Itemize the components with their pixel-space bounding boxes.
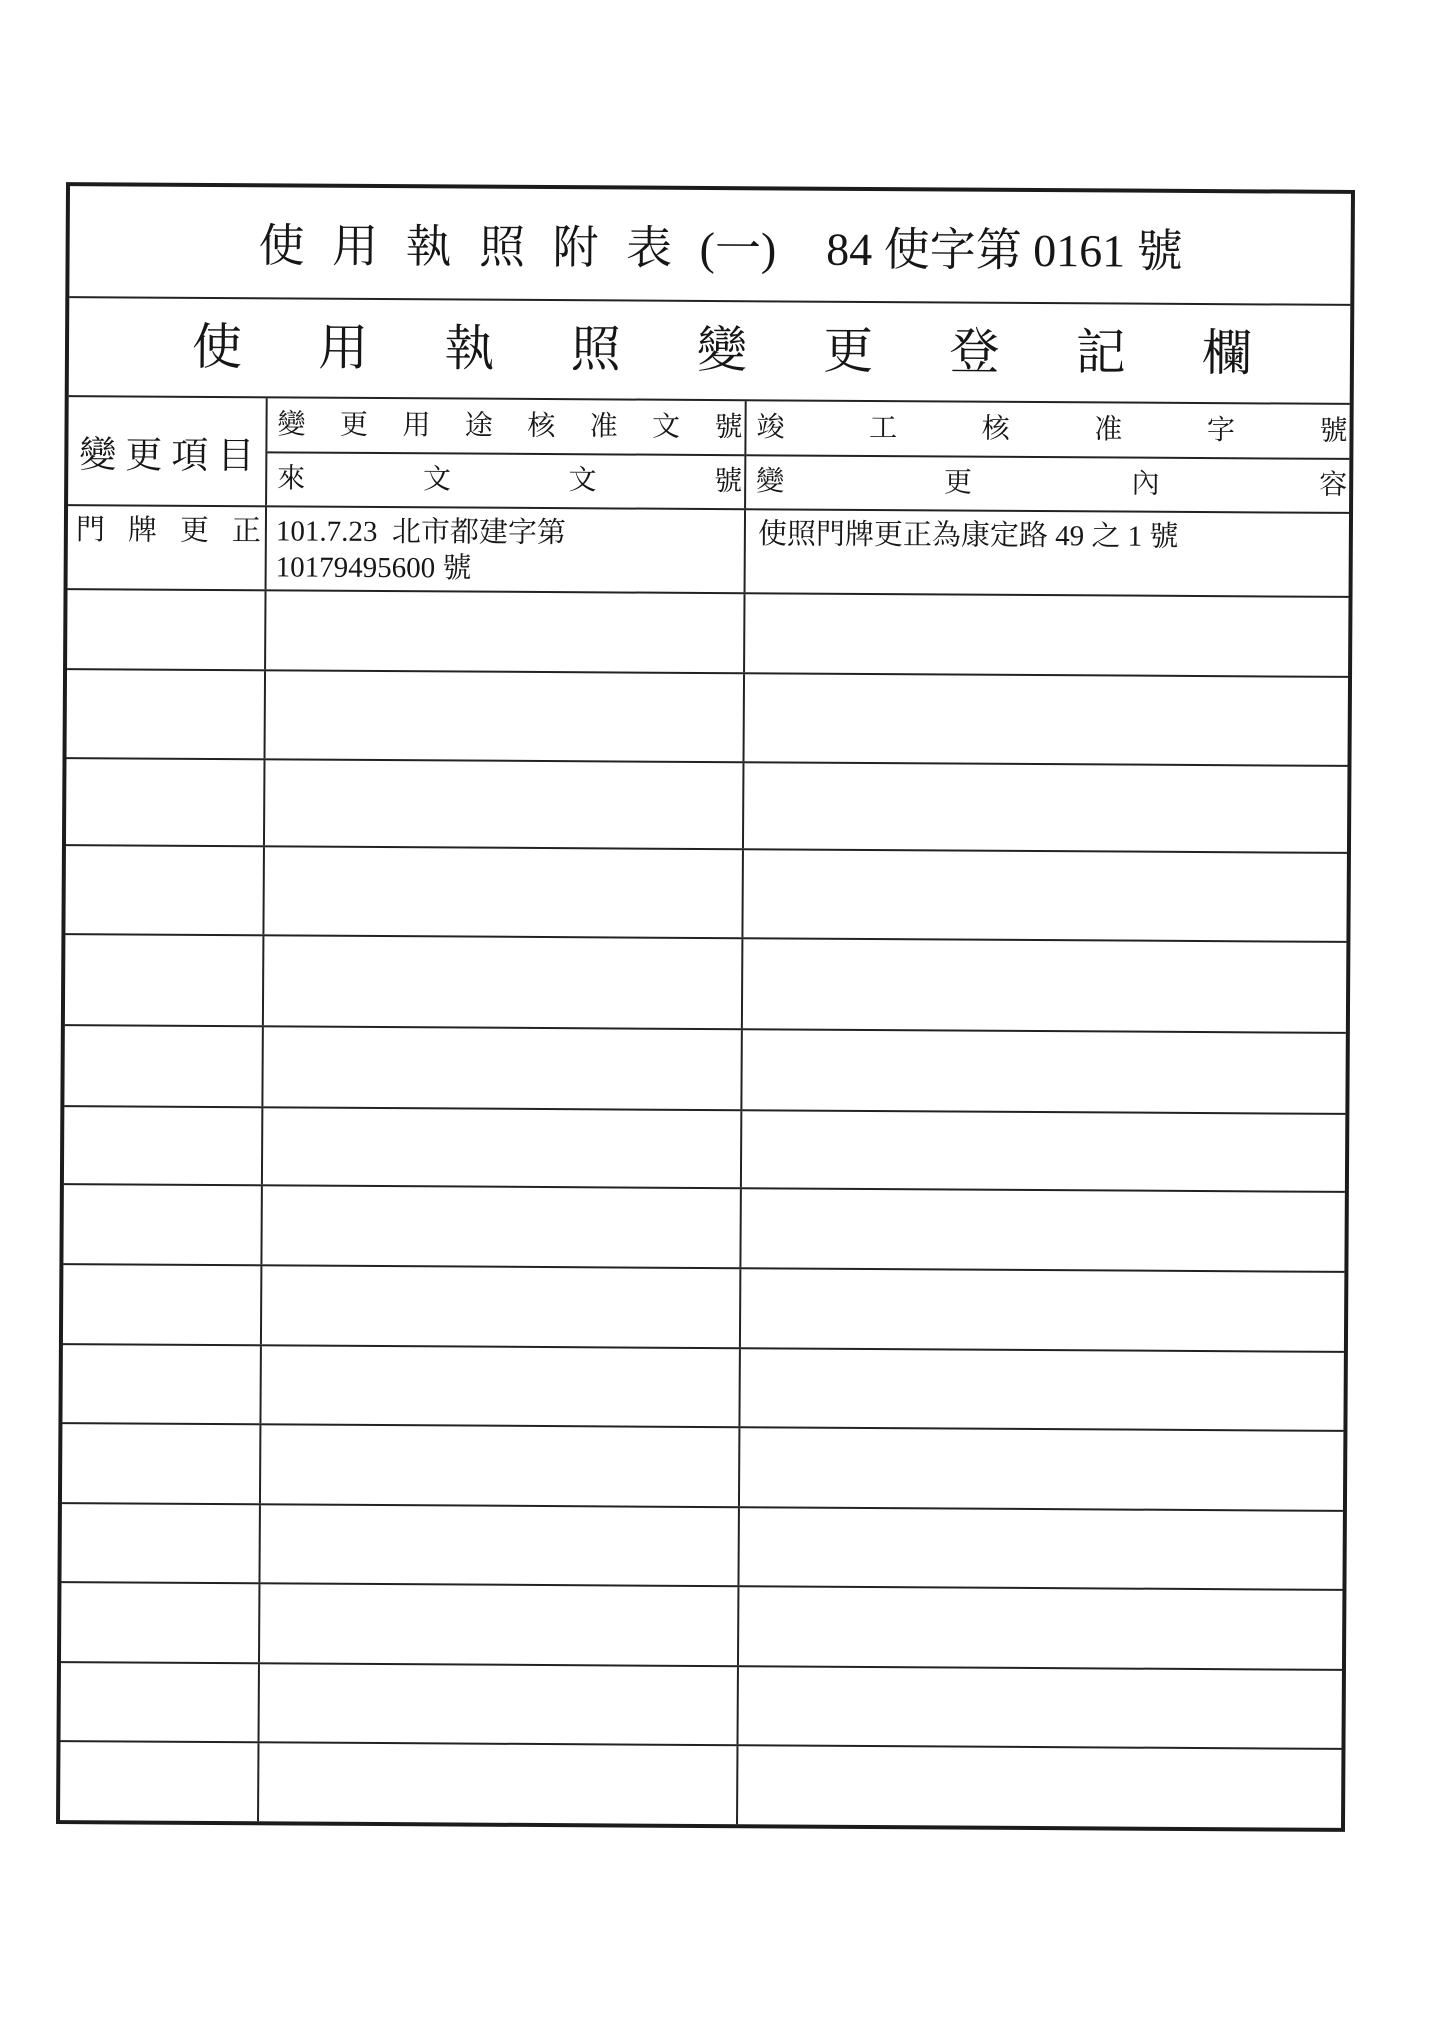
cell-doc-no (266, 671, 746, 761)
cell-change-item (64, 1107, 263, 1184)
table-row (62, 1345, 1343, 1432)
cell-change-content (738, 1746, 1341, 1828)
table-row (60, 1663, 1341, 1750)
form-title (69, 186, 1351, 306)
cell-change-content (745, 594, 1348, 676)
table-row (67, 590, 1348, 678)
cell-change-item (61, 1583, 260, 1662)
table-row (60, 1742, 1341, 1828)
cell-change-item (66, 759, 266, 845)
cell-change-content (738, 1667, 1341, 1748)
cell-change-content (744, 763, 1348, 852)
cell-doc-no (262, 1266, 741, 1347)
cell-change-item (62, 1424, 261, 1503)
cell-change-content (742, 1030, 1345, 1113)
cell-doc-no (264, 936, 744, 1028)
cell-change-content (742, 1111, 1345, 1191)
cell-change-content (740, 1428, 1343, 1510)
cell-change-content (743, 850, 1347, 941)
table-row (64, 1107, 1345, 1193)
table-row (66, 759, 1348, 854)
table-row (61, 1504, 1342, 1591)
table-row (62, 1424, 1343, 1512)
cell-change-item (67, 590, 266, 669)
header-approval-doc-no: 變 更 用 途 核 准 文 號 (267, 398, 744, 456)
header-change-content: 變 更 內 容 (756, 466, 1348, 501)
cell-doc-no (262, 1186, 741, 1267)
cell-change-content: 使照門牌更正為康定路 49 之 1 號 (757, 518, 1179, 553)
cell-doc-no (259, 1743, 738, 1824)
cell-change-item (64, 1026, 263, 1106)
table-row (65, 935, 1347, 1034)
header-incoming-doc-no: 來 文 文 號 (277, 463, 743, 498)
cell-change-item (60, 1742, 259, 1821)
header-content-column (746, 401, 1350, 512)
cell-doc-no (265, 760, 745, 848)
cell-change-item (61, 1504, 260, 1582)
cell-change-item (63, 1185, 262, 1264)
cell-change-item: 門 牌 更 正 (68, 506, 267, 589)
cell-change-content (739, 1508, 1342, 1589)
cell-doc-no (261, 1425, 740, 1506)
section-title: 使 用 執 照 變 更 登 記 欄 (69, 298, 1351, 405)
cell-doc-no: 101.7.23 北市都建字第 10179495600 號 (267, 507, 746, 592)
cell-doc-no (261, 1346, 740, 1426)
permit-change-form (56, 182, 1355, 1832)
table-row (61, 1583, 1342, 1671)
cell-doc-no (260, 1505, 739, 1585)
form-name: 使 用 執 照 附 表 (一) (258, 220, 777, 275)
cell-change-item (61, 1663, 260, 1741)
header-completion-no: 竣 工 核 准 字 號 (746, 401, 1349, 460)
cell-doc-no (266, 591, 745, 672)
cell-change-content (740, 1349, 1343, 1430)
cell-change-item (63, 1265, 262, 1344)
cell-doc-no (260, 1664, 739, 1744)
cell-change-content (741, 1269, 1344, 1351)
table-row (63, 1265, 1344, 1353)
cell-change-content (743, 939, 1347, 1032)
header-change-item (68, 397, 268, 505)
table-row (67, 670, 1349, 767)
cell-change-item (65, 935, 265, 1025)
cell-doc-no (264, 847, 744, 937)
table-body (60, 506, 1349, 1828)
table-row (63, 1185, 1344, 1273)
cell-change-item (65, 846, 265, 934)
header-doc-column (267, 398, 747, 508)
header-change-item-label: 變更項目 (79, 434, 264, 477)
cell-change-content (745, 674, 1349, 765)
table-row (64, 1026, 1345, 1115)
cell-change-content (739, 1587, 1342, 1669)
cell-change-item (67, 670, 267, 758)
table-row (68, 506, 1349, 598)
cell-doc-no (260, 1584, 739, 1665)
cell-change-item (62, 1345, 261, 1423)
permit-number: 84 使字第 0161 號 (826, 223, 1183, 277)
table-row (65, 846, 1347, 943)
table-header (68, 397, 1350, 514)
cell-doc-no (263, 1108, 742, 1187)
cell-doc-no (263, 1027, 742, 1109)
cell-change-content (741, 1189, 1344, 1271)
